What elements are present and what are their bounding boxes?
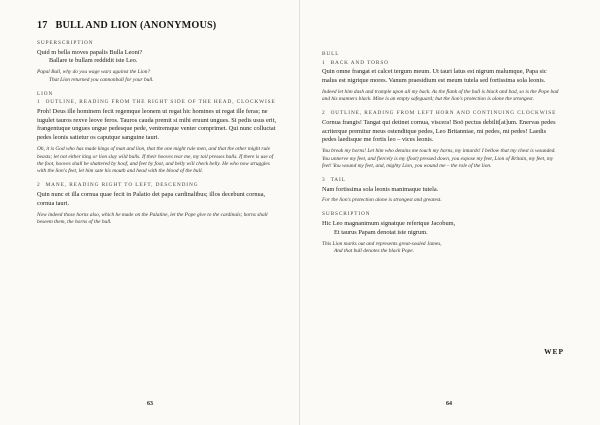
bull-section-3-label [322,177,562,183]
chapter-title-text: BULL AND LION (ANONYMOUS) [55,20,217,31]
subscription-label: SUBSCRIPTION [322,211,371,218]
superscription-latin-line-2: Ballare te bullam reddidit iste Leo. [49,57,138,65]
section-2-label [37,182,279,188]
section-1-label-text: OUTLINE, READING FROM THE RIGHT SIDE OF THE HEAD, CLOCKWISE [45,99,276,106]
bull-section-2-number: 2 [322,110,326,117]
superscription-translation-line-2: That Lion returned you cannonball for your bull. [49,76,154,83]
bull-section-1-latin: Quin omne frangat et calcet tergum meum. Ut tauri latus est nigrum malumque, Papa sic malus est nigrique mores. Vanum praesidium est meum tutela sed fortissima sola leonis. [322,68,547,84]
bull-section-3-label-text: TAIL [330,177,346,184]
section-2-translation: Now indeed those horns also, which he made on the Palatine, let the Pope give to the cardinals; horns shall beseem them, the horns of the bull. [37,211,268,226]
superscription-translation-line-1: Papal Bull, why do you wage wars against the Lion? [37,69,151,76]
bull-section-2-translation: You break my horns! Let him who detains me touch my horns, my innards! I bellow that my chest is wounded. You unnerve my feet, and fiercely is my (foot) pressed down, you expose my feet, Lion of Britain, my feet, my feet! You wound my feet, and, mighty Lion, you wound me – the role of the lion. [322,148,556,170]
subscription-translation-line-2: And that bull denotes the black Pope. [334,248,414,255]
section-2-latin: Quin nunc et illa cornua quae fecit in Palatio det papa cardinalibus; illos decebunt cornua, cornua tauri. [37,190,266,207]
chapter-number: 17 [37,20,48,31]
superscription-latin-line-1: Quid m bella moves papalis Bulla Leoni? [37,48,143,56]
bull-section-3-translation: For the lion's protection alone is strongest and greatest. [322,197,442,204]
bull-section-3-number: 3 [322,177,326,184]
section-2-number: 2 [37,182,41,189]
section-1-translation: Oh, it is God who has made kings of man and lion, that the one might rule men, and that the other might rule beasts; let not either king or lion slay wild bulls. If their hooves tear me, my tail presses bulls. If there is use of the foot, hooves shall be shattered by hoof, and feet by foot, and belly will check belly. He who now struggles with the lion's feet, let him sate his mouth and head with the blood of the bull. [37,146,274,175]
subscription-latin-line-2: Et taurus Papam denotat iste nigrum. [334,228,428,236]
subscription-latin-line-1: Hic Leo magnanimum signatque refertque Jacobum, [322,219,456,227]
section-1-label [37,99,279,105]
bull-section-1-label [322,60,562,66]
author-signature: WEP [544,347,564,356]
bull-section-2-label-text: OUTLINE, READING FROM LEFT HORN AND CONTINUING CLOCKWISE [330,110,557,117]
bull-section-3-latin: Nam fortissima sola leonis manimaque tutela. [322,185,439,193]
page-number-right: 64 [446,401,452,407]
bull-label: BULL [322,51,340,57]
page-number-left: 63 [147,401,153,407]
lion-label: LION [37,90,54,97]
section-1-number: 1 [37,99,41,106]
section-2-label-text: MANE, READING RIGHT TO LEFT, DESCENDING [45,182,199,189]
bull-section-2-latin: Cornua frangis! Tangat qui detinet cornua, viscera! Boö pectus debilit[at]um. Enervas pedes acriterque premitur meus ostenditque pedes, Leo Britanniae, mi pedes, mi pedes! Laedis pedes laedisque me fortis leo – vices leonis. [322,118,556,144]
right-page [300,0,600,425]
bull-section-1-label-text: BACK AND TORSO [330,59,389,66]
chapter-title [37,20,279,31]
bull-section-2-label [322,110,562,116]
section-1-latin: Proh! Deus ille hominem fecit regemque leonem ut regat hic homines ut regat ille feras; ne iugulet tauros rexve leove feros. Tauros cauda premit si mihi eruunt ungues. Si pedis usus erit, frangentuque ungues ungue pedesque pede, ventremque venter comprimet. Qui nunc colluctat pedes leonis satietur os caputque sanguine tauri. [37,107,277,142]
bull-section-1-number: 1 [322,59,326,66]
superscription-label: SUPERSCRIPTION [37,40,94,46]
bull-section-1-translation: Indeed let him dash and trample upon all my back. As the flank of the bull is black and bad, so is the Pope bad and his manners black. Mine is an empty safeguard; but the lion's protection is alone the strongest. [322,88,559,103]
subscription-translation-line-1: This Lion marks out and represents great-souled James, [322,240,442,247]
